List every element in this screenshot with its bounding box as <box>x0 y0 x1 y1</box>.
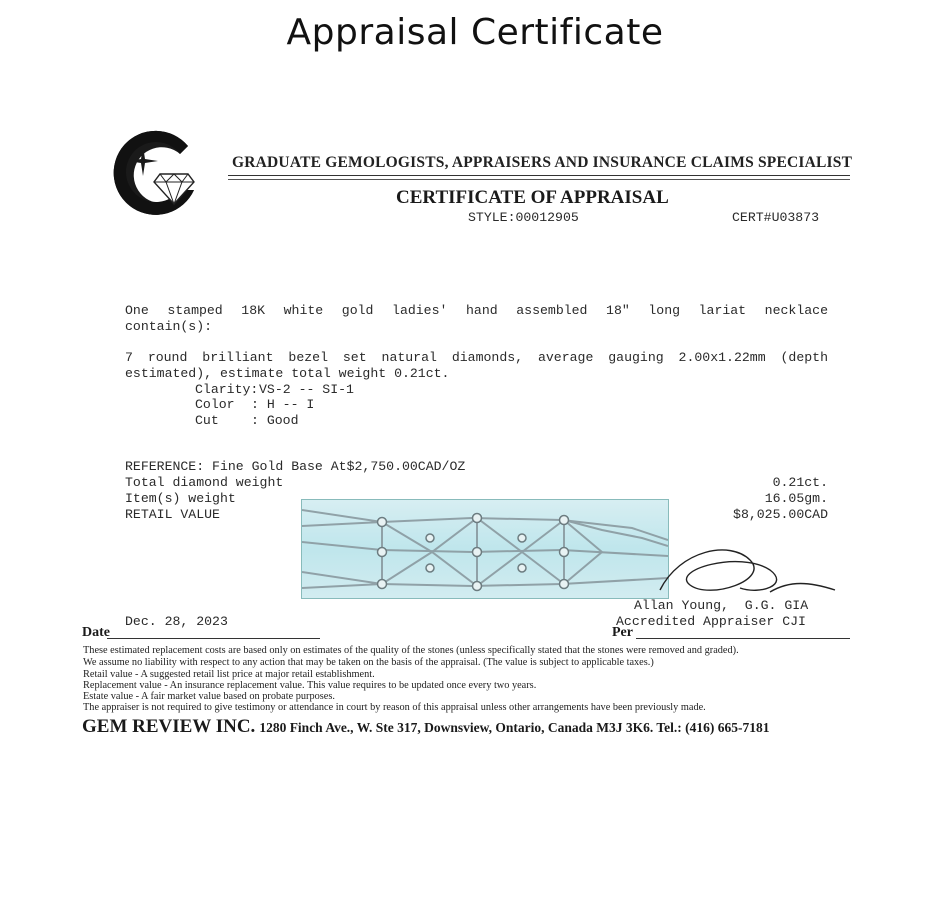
disclaimer-line: The appraiser is not required to give testimony or attendance in court by reason of this appraisal unless other arrangements have been previously made. <box>83 702 706 713</box>
per-label: Per <box>612 625 633 640</box>
cut-label: Cut <box>195 413 219 428</box>
disclaimer-line: Retail value - A suggested retail list price at major retail establishment. <box>83 669 375 680</box>
description-line-2: 7 round brilliant bezel set natural diamonds, average gauging 2.00x1.22mm (depth <box>125 350 828 365</box>
per-line <box>636 638 850 639</box>
header-rule <box>228 175 850 176</box>
item-weight-value: 16.05gm. <box>764 491 828 506</box>
date-label: Date <box>82 625 110 640</box>
disclaimer-line: Replacement value - An insurance replacement value. This value requires to be updated once every two years. <box>83 680 537 691</box>
description-line-1-cont: contain(s): <box>125 319 213 334</box>
retail-value-label: RETAIL VALUE <box>125 507 220 522</box>
description-line-1: One stamped 18K white gold ladies' hand assembled 18" long lariat necklace <box>125 303 828 318</box>
total-diamond-weight-label: Total diamond weight <box>125 475 284 490</box>
certificate-title: CERTIFICATE OF APPRAISAL <box>396 187 669 208</box>
date-value: Dec. 28, 2023 <box>125 614 228 629</box>
style-number: STYLE:00012905 <box>468 210 579 225</box>
page-title: Appraisal Certificate <box>286 12 664 53</box>
disclaimer-line: Estate value - A fair market value based on probate purposes. <box>83 691 335 702</box>
necklace-image <box>302 500 668 598</box>
description-line-2-cont: estimated), estimate total weight 0.21ct. <box>125 366 450 381</box>
item-weight-label: Item(s) weight <box>125 491 236 506</box>
footer-company: GEM REVIEW INC. <box>82 716 256 737</box>
reference-line: REFERENCE: Fine Gold Base At$2,750.00CAD/OZ <box>125 459 466 474</box>
cut-value: : Good <box>251 413 299 428</box>
appraiser-title: Accredited Appraiser CJI <box>616 614 806 629</box>
cert-number: CERT#U03873 <box>732 210 820 225</box>
company-logo <box>110 128 205 223</box>
necklace-photo <box>301 499 669 599</box>
clarity-label: Clarity: <box>195 382 259 397</box>
clarity-value: VS-2 -- SI-1 <box>259 382 354 397</box>
retail-value-amount: $8,025.00CAD <box>733 507 828 522</box>
color-label: Color <box>195 397 235 412</box>
color-value: : H -- I <box>251 397 315 412</box>
disclaimer-line: These estimated replacement costs are based only on estimates of the quality of the stones (unless specifically stated that the stones were removed and graded). <box>83 645 739 656</box>
appraiser-name: Allan Young, G.G. GIA <box>634 598 809 613</box>
date-line <box>107 638 320 639</box>
organization-heading: GRADUATE GEMOLOGISTS, APPRAISERS AND INSURANCE CLAIMS SPECIALIST <box>232 154 853 171</box>
total-diamond-weight-value: 0.21ct. <box>772 475 828 490</box>
header-rule-thin <box>228 179 850 180</box>
disclaimer-line: We assume no liability with respect to any action that may be taken on the basis of the appraisal. (The value is subject to applicable taxes.) <box>83 657 654 668</box>
footer-address: 1280 Finch Ave., W. Ste 317, Downsview, Ontario, Canada M3J 3K6. Tel.: (416) 665-7181 <box>259 720 770 735</box>
footer <box>82 716 769 738</box>
